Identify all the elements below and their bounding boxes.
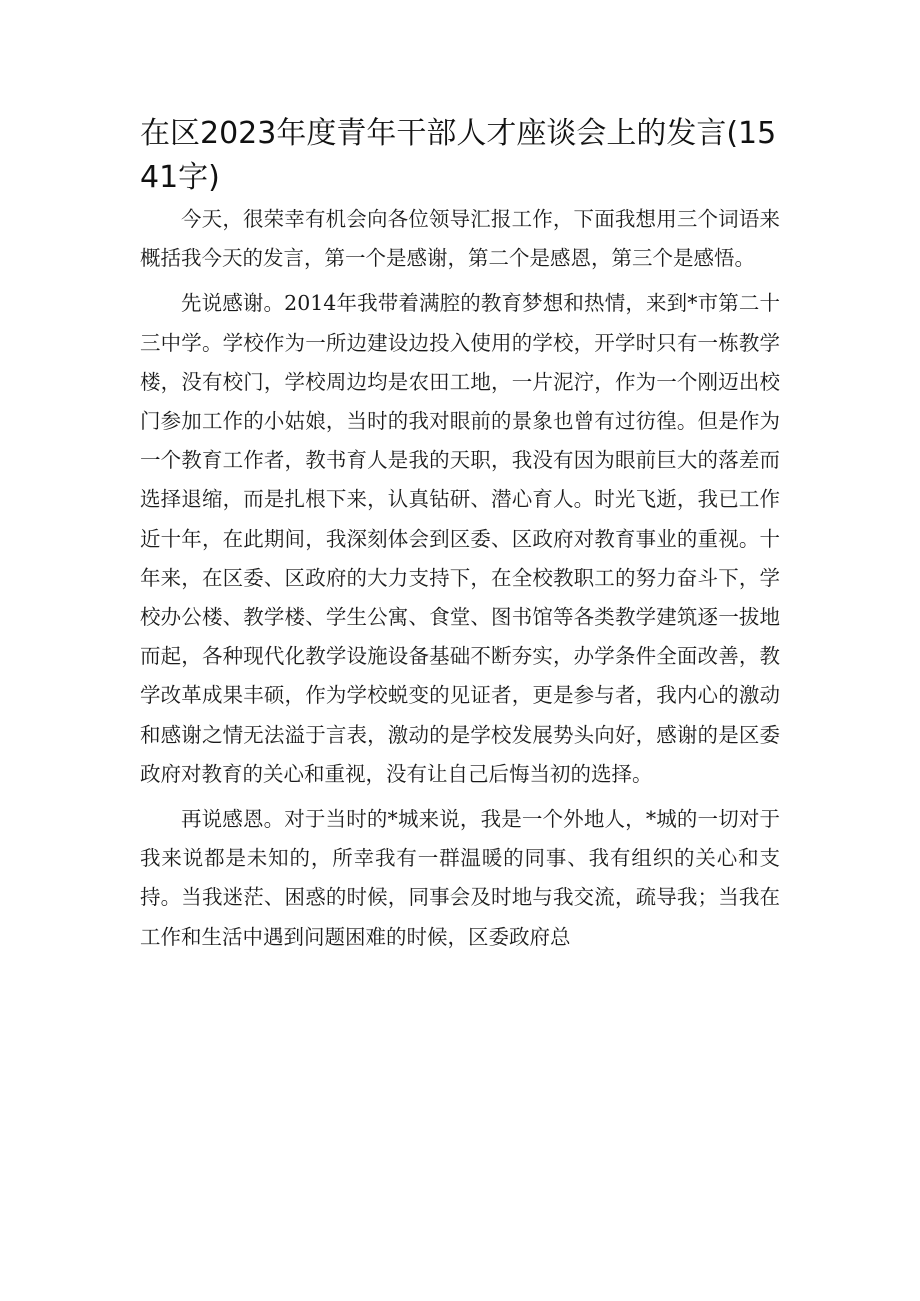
paragraph-gratitude: 先说感谢。2014年我带着满腔的教育梦想和热情，来到*市第二十三中学。学校作为一所边建设边投入使用的学校，开学时只有一栋教学楼，没有校门，学校周边均是农田工地，一片泥泞，作为一个刚迈出校门参加工作的小姑娘，当时的我对眼前的景象也曾有过彷徨。但是作为一个教育工作者，教书育人是我的天职，我没有因为眼前巨大的落差而选择退缩，而是扎根下来，认真钻研、潜心育人。时光飞逝，我已工作近十年，在此期间，我深刻体会到区委、区政府对教育事业的重视。十年来，在区委、区政府的大力支持下，在全校教职工的努力奋斗下，学校办公楼、教学楼、学生公寓、食堂、图书馆等各类教学建筑逐一拔地而起，各种现代化教学设施设备基础不断夯实，办学条件全面改善，教学改革成果丰硕，作为学校蜕变的见证者，更是参与者，我内心的激动和感谢之情无法溢于言表，激动的是学校发展势头向好，感谢的是区委政府对教育的关心和重视，没有让自己后悔当初的选择。 [140,291,780,786]
paragraph-thankfulness: 再说感恩。对于当时的*城来说，我是一个外地人，*城的一切对于我来说都是未知的，所幸我有一群温暖的同事、我有组织的关心和支持。当我迷茫、困惑的时候，同事会及时地与我交流，疏导我；当我在工作和生活中遇到问题困难的时候，区委政府总 [140,807,780,949]
paragraph-intro: 今天，很荣幸有机会向各位领导汇报工作，下面我想用三个词语来概括我今天的发言，第一个是感谢，第二个是感恩，第三个是感悟。 [140,207,780,271]
document-body [140,200,780,963]
document-title: 在区2023年度青年干部人才座谈会上的发言(1541字) [140,116,777,195]
